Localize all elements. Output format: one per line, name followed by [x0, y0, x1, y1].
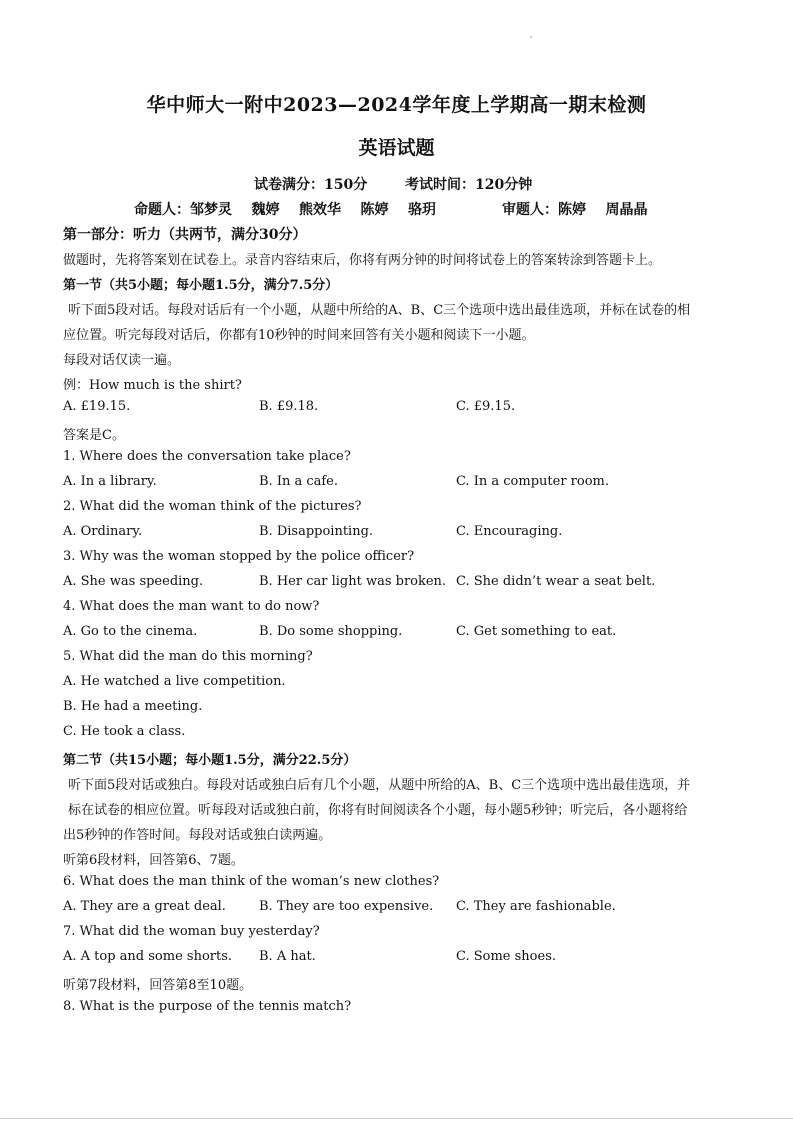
q1-option-c: C. In a computer room.: [456, 474, 609, 489]
q1-option-b: B. In a cafe.: [259, 474, 339, 489]
section2-heading: 第二节（共15小题；每小题1.5分，满分22.5分）: [63, 753, 357, 768]
setters: 命题人：邹梦灵 魏婷 熊效华 陈婷 骆玥: [134, 202, 436, 218]
q7-option-a: A. A top and some shorts.: [63, 949, 233, 964]
example-option-a: A. £19.15.: [63, 399, 131, 414]
q3-option-a: A. She was speeding.: [63, 574, 204, 589]
q3-option-c: C. She didn’t wear a seat belt.: [456, 574, 656, 589]
question-6: 6. What does the man think of the woman’s new clothes?: [63, 874, 440, 889]
question-5: 5. What did the man do this morning?: [63, 649, 313, 664]
q5-option-b: B. He had a meeting.: [63, 699, 203, 714]
section1-instruction-1: 听下面5段对话。每段对话后有一个小题，从题中所给的A、B、C三个选项中选出最佳选项，并标在试卷的相: [68, 303, 691, 318]
question-3: 3. Why was the woman stopped by the police officer?: [63, 549, 415, 564]
page-bottom-rule: [0, 1118, 793, 1119]
q6-option-a: A. They are a great deal.: [63, 899, 226, 914]
q1-option-a: A. In a library.: [63, 474, 157, 489]
exam-time: 考试时间：120分钟: [405, 177, 533, 193]
section2-instruction-1: 听下面5段对话或独白。每段对话或独白后有几个小题，从题中所给的A、B、C三个选项中选出最佳选项，并: [68, 778, 691, 793]
subject-title: 英语试题: [358, 137, 435, 159]
q5-option-a: A. He watched a live competition.: [63, 674, 286, 689]
material-7-note: 听第7段材料，回答第8至10题。: [63, 978, 253, 993]
q2-option-b: B. Disappointing.: [259, 524, 374, 539]
reviewers: 审题人：陈婷 周晶晶: [502, 202, 648, 218]
read-once-note: 每段对话仅读一遍。: [63, 353, 181, 368]
question-2: 2. What did the woman think of the pictures?: [63, 499, 362, 514]
full-score: 试卷满分：150分: [254, 177, 368, 193]
example-question: 例：How much is the shirt?: [63, 378, 242, 393]
question-1: 1. Where does the conversation take place?: [63, 449, 351, 464]
question-4: 4. What does the man want to do now?: [63, 599, 320, 614]
q7-option-b: B. A hat.: [259, 949, 316, 964]
q2-option-c: C. Encouraging.: [456, 524, 563, 539]
q5-option-c: C. He took a class.: [63, 724, 186, 739]
q4-option-b: B. Do some shopping.: [259, 624, 403, 639]
q3-option-b: B. Her car light was broken.: [259, 574, 447, 589]
q7-option-c: C. Some shoes.: [456, 949, 557, 964]
example-option-b: B. £9.18.: [259, 399, 319, 414]
q4-option-a: A. Go to the cinema.: [63, 624, 198, 639]
q6-option-c: C. They are fashionable.: [456, 899, 616, 914]
q4-option-c: C. Get something to eat.: [456, 624, 617, 639]
example-answer: 答案是C。: [63, 428, 125, 443]
section2-instruction-3: 出5秒钟的作答时间。每段对话或独白读两遍。: [63, 828, 332, 843]
section1-instruction-2: 应位置。听完每段对话后，你都有10秒钟的时间来回答有关小题和阅读下一小题。: [63, 328, 535, 343]
question-8: 8. What is the purpose of the tennis match?: [63, 999, 352, 1014]
material-6-note: 听第6段材料，回答第6、7题。: [63, 853, 244, 868]
q2-option-a: A. Ordinary.: [63, 524, 143, 539]
school-title: 华中师大一附中2023—2024学年度上学期高一期末检测: [146, 94, 647, 116]
q6-option-b: B. They are too expensive.: [259, 899, 434, 914]
part1-intro: 做题时，先将答案划在试卷上。录音内容结束后，你将有两分钟的时间将试卷上的答案转涂到答题卡上。: [63, 253, 662, 268]
section1-heading: 第一节（共5小题；每小题1.5分，满分7.5分）: [63, 278, 339, 293]
section2-instruction-2: 标在试卷的相应位置。听每段对话或独白前，你将有时间阅读各个小题，每小题5秒钟；听完后，各小题将给: [68, 803, 688, 818]
question-7: 7. What did the woman buy yesterday?: [63, 924, 320, 939]
example-option-c: C. £9.15.: [456, 399, 516, 414]
scan-dot: [530, 36, 532, 38]
part1-heading: 第一部分：听力（共两节，满分30分）: [63, 227, 307, 243]
